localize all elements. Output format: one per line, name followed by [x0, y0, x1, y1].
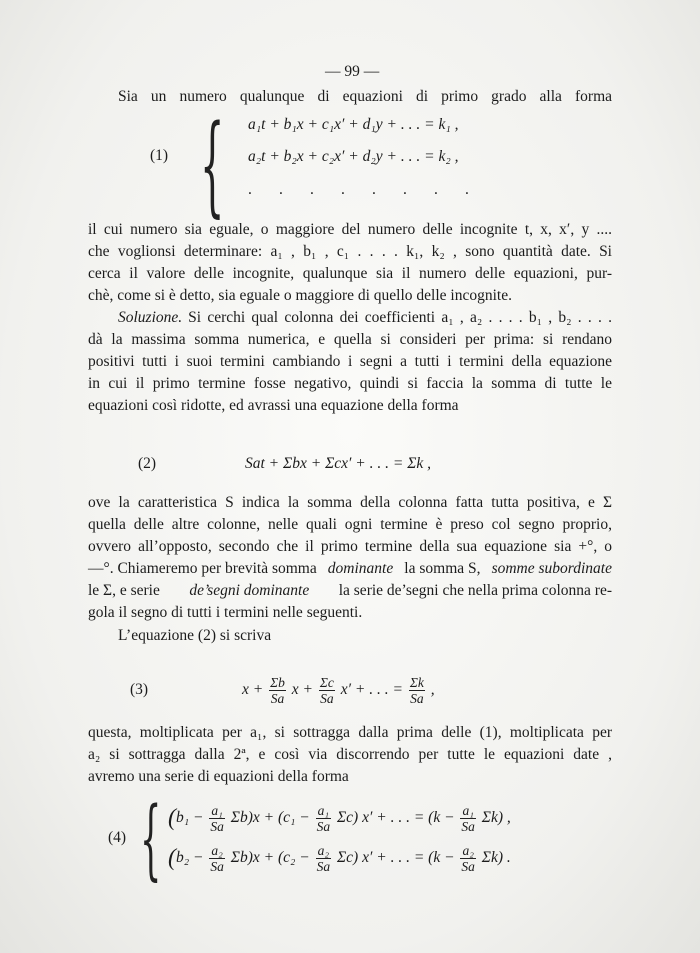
- equation-row: (b₁ − $\frac{\text{a₁}}{Sa}$ Σb)x + (c₁ − $\frac{\text{a₁}}{Sa}$ Σc) x′ + . . . = (k − $\frac{\text{a₁}}{Sa}$ Σk) ,: [168, 802, 511, 834]
- fraction: $\frac{\Sigma b}{Sa}$: [270, 674, 285, 706]
- text-line: avremo una serie di equazioni della forma: [88, 768, 349, 785]
- fraction: $\frac{\Sigma c}{Sa}$: [319, 674, 334, 706]
- text-line: positivi tutti i suoi termini cambiando i segni a tutti i termini della equazione: [88, 353, 612, 370]
- equation-row: a₂t + b₂x + c₂x′ + d₂y + . . . = k₂ ,: [248, 148, 459, 165]
- text-span: la serie de’segni che nella prima colonna re-: [338, 582, 612, 599]
- equation-label: (4): [108, 829, 127, 846]
- text-line: a₂ si sottragga dalla 2ª, e così via discorrendo per tutte le equazioni date ,: [88, 746, 612, 763]
- text-span: —°. Chiameremo per brevità somma: [88, 560, 317, 577]
- text-line: cerca il valore delle incognite, qualunque sia il numero delle equazioni, pur-: [88, 265, 612, 282]
- text-line: ove la caratteristica S indica la somma della colonna fatta tutta positiva, e Σ: [88, 494, 612, 511]
- text-span: Si cerchi qual colonna dei coefficienti a₁ , a₂ . . . . b₁ , b₂ . . . .: [188, 309, 612, 326]
- fraction: $\frac{\Sigma k}{Sa}$: [409, 674, 424, 706]
- term: x′ + . . . =: [340, 681, 403, 698]
- brace-icon: {: [200, 104, 225, 230]
- term: x +: [291, 681, 313, 698]
- italic-term: de’segni dominante: [189, 582, 310, 599]
- equation-label: (2): [138, 455, 157, 472]
- text-line: [118, 308, 612, 328]
- equation-row: a₁t + b₁x + c₁x′ + d₁y + . . . = k₁ ,: [248, 116, 459, 133]
- text-line: che voglionsi determinare: a₁ , b₁ , c₁ . . . . k₁, k₂ , sono quantità date. Si: [88, 243, 612, 260]
- term: x +: [242, 681, 264, 698]
- text-line: questa, moltiplicata per a₁, si sottragga dalla prima delle (1), moltiplicata per: [88, 724, 612, 741]
- intro-line: Sia un numero qualunque di equazioni di primo grado alla forma: [118, 88, 612, 105]
- text-line: gola il segno di tutti i termini nelle seguenti.: [88, 604, 363, 621]
- italic-term: somme subordinate: [491, 560, 612, 577]
- term: ,: [430, 681, 435, 698]
- text-line: chè, come si è detto, sia eguale o maggiore di quello delle incognite.: [88, 287, 512, 304]
- text-span: le Σ, e serie: [88, 582, 160, 599]
- equation-label: (1): [150, 147, 169, 164]
- text-span: la somma S,: [404, 560, 481, 577]
- text-line: ovvero all’opposto, secondo che il primo termine della sua equazione sia +°, o: [88, 538, 612, 555]
- equation-expr: [242, 668, 435, 712]
- equation-label: (3): [130, 681, 149, 698]
- text-line: quella delle altre colonne, nelle quali ogni termine è preso col segno proprio,: [88, 516, 612, 533]
- equation-row: . . . . . . . .: [248, 181, 469, 198]
- page-number: — 99 —: [325, 63, 380, 80]
- text-line: il cui numero sia eguale, o maggiore del numero delle incognite t, x, x′, y ....: [88, 221, 612, 238]
- equation-row: (b₂ − $\frac{\text{a₂}}{Sa}$ Σb)x + (c₂ − $\frac{\text{a₂}}{Sa}$ Σc) x′ + . . . = (k − $\frac{\text{a₂}}{Sa}$ Σk) .: [168, 842, 511, 874]
- text-line: [88, 581, 612, 601]
- text-line: dà la massima somma numerica, e quella si consideri per prima: si rendano: [88, 331, 612, 348]
- text-line: in cui il primo termine fosse negativo, quindi si faccia la somma di tutte le: [88, 375, 612, 392]
- text-line: equazioni così ridotte, ed avrassi una equazione della forma: [88, 397, 459, 414]
- text-line: [88, 559, 612, 579]
- section-lead: Soluzione.: [118, 309, 183, 326]
- equation-expr: Sat + Σbx + Σcx′ + . . . = Σk ,: [245, 455, 432, 472]
- text-line: L’equazione (2) si scriva: [118, 627, 272, 644]
- brace-icon: {: [140, 790, 162, 891]
- italic-term: dominante: [327, 560, 394, 577]
